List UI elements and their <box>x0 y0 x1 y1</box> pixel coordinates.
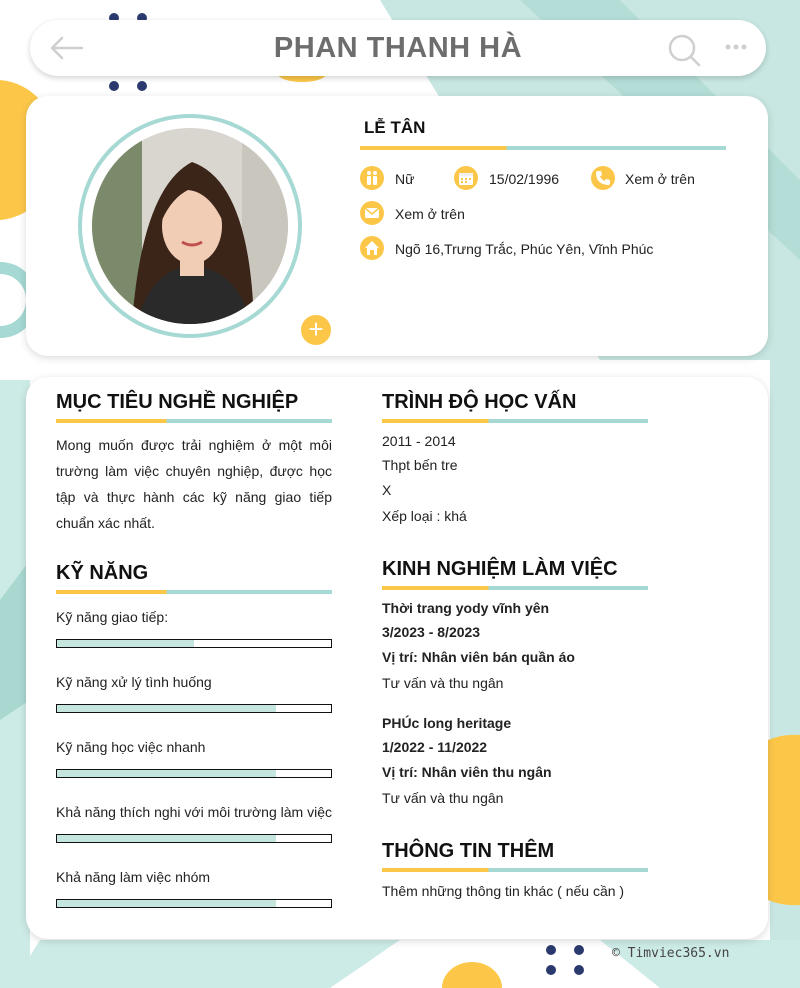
objective-underline <box>56 419 332 423</box>
page-title: PHAN THANH HÀ <box>273 32 523 64</box>
footer-credit: © Timviec365.vn <box>612 946 730 961</box>
education-major: X <box>382 482 392 498</box>
more-options-icon[interactable] <box>724 37 748 57</box>
job-position: Vị trí: Nhân viên thu ngân <box>382 764 552 780</box>
job-description: Tư vấn và thu ngân <box>382 790 504 806</box>
phone-value: Xem ở trên <box>625 171 695 187</box>
job-period: 3/2023 - 8/2023 <box>382 624 481 640</box>
skill-bar-fill <box>57 900 276 907</box>
skill-label: Khả năng thích nghi với môi trường làm việc <box>56 804 332 820</box>
avatar-frame <box>78 114 324 344</box>
skill-bar <box>56 834 332 843</box>
education-period: 2011 - 2014 <box>382 433 456 449</box>
search-icon[interactable] <box>666 32 702 68</box>
job-title: LỄ TÂN <box>364 118 426 137</box>
job-position: Vị trí: Nhân viên bán quần áo <box>382 649 575 665</box>
education-grade: Xếp loại : khá <box>382 508 467 524</box>
job-description: Tư vấn và thu ngân <box>382 675 504 691</box>
objective-text: Mong muốn được trải nghiệm ở một môi trường làm việc chuyên nghiệp, được học tập và thực hành các kỹ năng giao tiếp chuẩn xác nhất. <box>56 437 332 531</box>
address-value: Ngõ 16,Trưng Trắc, Phúc Yên, Vĩnh Phúc <box>395 241 654 257</box>
education-title: TRÌNH ĐỘ HỌC VẤN <box>382 391 577 413</box>
top-bar <box>30 20 766 76</box>
skill-bar <box>56 639 332 648</box>
skill-label: Kỹ năng học việc nhanh <box>56 739 206 755</box>
additional-underline <box>382 868 648 872</box>
skill-bar-fill <box>57 835 276 842</box>
skill-label: Khả năng làm việc nhóm <box>56 869 211 885</box>
skill-bar <box>56 704 332 713</box>
phone-icon <box>591 166 615 190</box>
experience-underline <box>382 586 648 590</box>
skills-underline <box>56 590 332 594</box>
job-company: PHÚc long heritage <box>382 715 512 731</box>
job-period: 1/2022 - 11/2022 <box>382 739 488 755</box>
job-company: Thời trang yody vĩnh yên <box>382 600 550 616</box>
skills-title: KỸ NĂNG <box>56 562 149 584</box>
gender-value: Nữ <box>395 171 415 187</box>
skill-bar-fill <box>57 640 194 647</box>
skill-label: Kỹ năng xử lý tình huống <box>56 674 212 690</box>
calendar-icon <box>454 166 478 190</box>
skill-bar-fill <box>57 770 276 777</box>
email-value: Xem ở trên <box>395 206 465 222</box>
add-photo-button[interactable]: + <box>298 312 334 348</box>
skill-bar-fill <box>57 705 276 712</box>
email-icon <box>360 201 384 225</box>
additional-title: THÔNG TIN THÊM <box>382 840 555 862</box>
avatar <box>92 128 288 324</box>
profile-card <box>26 96 768 356</box>
birthdate-value: 15/02/1996 <box>489 171 560 187</box>
objective-title: MỤC TIÊU NGHỀ NGHIỆP <box>56 391 299 413</box>
skill-bar <box>56 899 332 908</box>
home-icon <box>360 236 384 260</box>
skill-bar <box>56 769 332 778</box>
experience-title: KINH NGHIỆM LÀM VIỆC <box>382 558 618 580</box>
gender-icon <box>360 166 384 190</box>
job-title-underline <box>360 146 726 150</box>
additional-text: Thêm những thông tin khác ( nếu cần ) <box>382 883 625 899</box>
education-underline <box>382 419 648 423</box>
skill-label: Kỹ năng giao tiếp: <box>56 609 169 625</box>
education-school: Thpt bến tre <box>382 457 458 473</box>
content-card <box>26 377 768 939</box>
